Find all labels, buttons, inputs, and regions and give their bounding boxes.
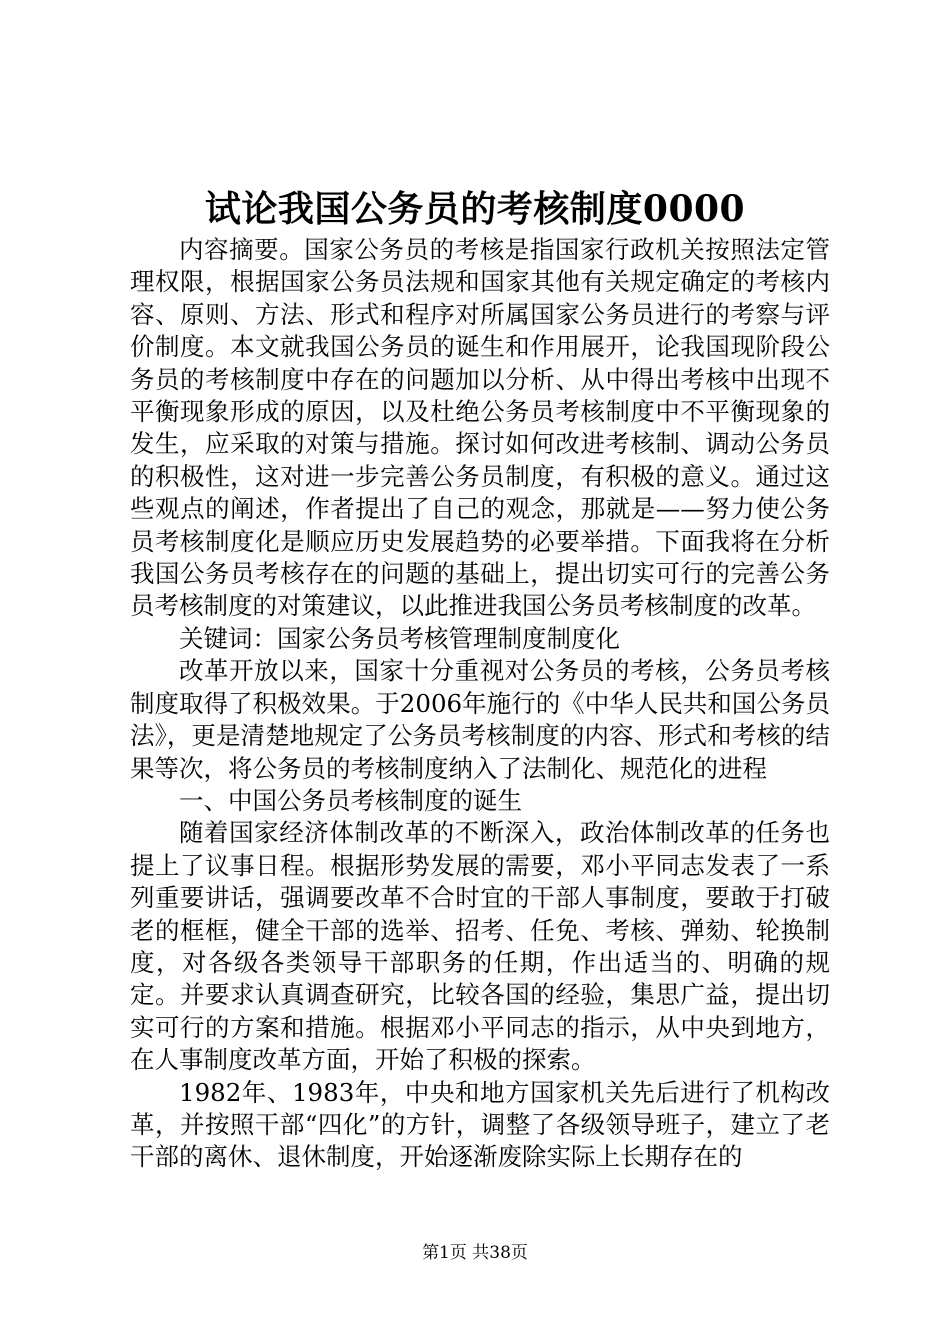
document-title: 试论我国公务员的考核制度0000	[204, 188, 746, 230]
body-paragraph: 1982年、1983年，中央和地方国家机关先后进行了机构改革，并按照干部“四化”的方针，调整了各级领导班子，建立了老干部的离休、退休制度，开始逐渐废除实际上长期存在的	[130, 1077, 830, 1172]
document-body	[130, 234, 830, 1174]
page-number: 第1页 共38页	[422, 1243, 528, 1263]
section-heading: 一、中国公务员考核制度的诞生	[179, 785, 522, 815]
abstract-paragraph: 内容摘要。国家公务员的考核是指国家行政机关按照法定管理权限，根据国家公务员法规和国家其他有关规定确定的考核内容、原则、方法、形式和程序对所属国家公务员进行的考察与评价制度。本文就我国公务员的诞生和作用展开，论我国现阶段公务员的考核制度中存在的问题加以分析、从中得出考核中出现不平衡现象形成的原因，以及杜绝公务员考核制度中不平衡现象的发生，应采取的对策与措施。探讨如何改进考核制、调动公务员的积极性，这对进一步完善公务员制度，有积极的意义。通过这些观点的阐述，作者提出了自己的观念，那就是——努力使公务员考核制度化是顺应历史发展趋势的必要举措。下面我将在分析我国公务员考核存在的问题的基础上，提出切实可行的完善公务员考核制度的对策建议，以此推进我国公务员考核制度的改革。	[130, 235, 830, 621]
keywords-paragraph: 关键词：国家公务员考核管理制度制度化	[179, 623, 620, 653]
body-paragraph: 随着国家经济体制改革的不断深入，政治体制改革的任务也提上了议事日程。根据形势发展的需要，邓小平同志发表了一系列重要讲话，强调要改革不合时宜的干部人事制度，要敢于打破老的框框，健全干部的选举、招考、任免、考核、弹劾、轮换制度，对各级各类领导干部职务的任期，作出适当的、明确的规定。并要求认真调查研究，比较各国的经验，集思广益，提出切实可行的方案和措施。根据邓小平同志的指示，从中央到地方，在人事制度改革方面，开始了积极的探索。	[130, 818, 830, 1075]
intro-paragraph: 改革开放以来，国家十分重视对公务员的考核，公务员考核制度取得了积极效果。于2006年施行的《中华人民共和国公务员法》，更是清楚地规定了公务员考核制度的内容、形式和考核的结果等次，将公务员的考核制度纳入了法制化、规范化的进程	[130, 656, 830, 783]
